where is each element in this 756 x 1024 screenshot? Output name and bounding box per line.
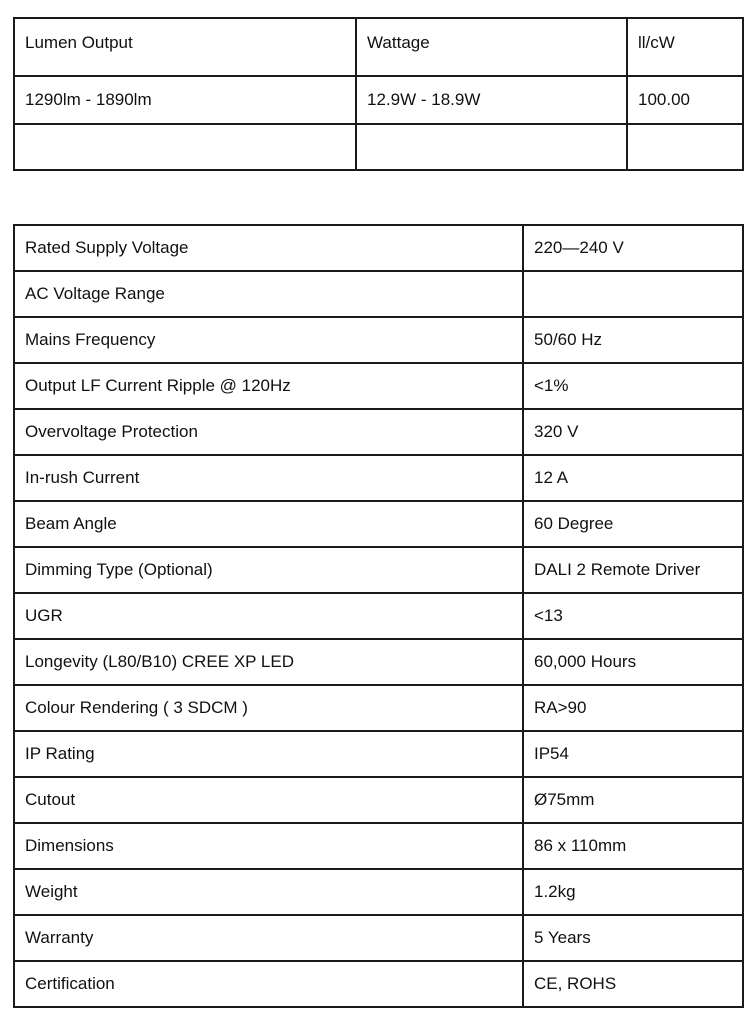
table-row <box>14 363 743 409</box>
table-row <box>14 685 743 731</box>
spec-value: 220—240 V <box>523 225 743 271</box>
spec-value: 1.2kg <box>523 869 743 915</box>
header-wattage: Wattage <box>356 18 627 76</box>
spec-label: IP Rating <box>14 731 523 777</box>
performance-table <box>13 17 744 171</box>
spec-label: Beam Angle <box>14 501 523 547</box>
spec-label: Weight <box>14 869 523 915</box>
empty-cell <box>14 124 356 170</box>
table-row <box>14 869 743 915</box>
spec-label: Overvoltage Protection <box>14 409 523 455</box>
spec-value: Ø75mm <box>523 777 743 823</box>
table-row <box>14 777 743 823</box>
spec-label: Output LF Current Ripple @ 120Hz <box>14 363 523 409</box>
spec-value: RA>90 <box>523 685 743 731</box>
empty-cell <box>356 124 627 170</box>
spec-value: 50/60 Hz <box>523 317 743 363</box>
spec-label: UGR <box>14 593 523 639</box>
table-row <box>14 639 743 685</box>
spec-value: 60 Degree <box>523 501 743 547</box>
table-row <box>14 501 743 547</box>
spec-value <box>523 271 743 317</box>
table-row <box>14 823 743 869</box>
table-header-row <box>14 18 743 76</box>
table-row <box>14 961 743 1007</box>
spec-value: 86 x 110mm <box>523 823 743 869</box>
spec-label: Cutout <box>14 777 523 823</box>
table-row <box>14 76 743 124</box>
empty-row <box>14 124 743 170</box>
table-row <box>14 455 743 501</box>
spec-label: Warranty <box>14 915 523 961</box>
header-lumen-output: Lumen Output <box>14 18 356 76</box>
spec-value: DALI 2 Remote Driver <box>523 547 743 593</box>
table-row <box>14 547 743 593</box>
value-wattage: 12.9W - 18.9W <box>356 76 627 124</box>
spec-value: 320 V <box>523 409 743 455</box>
spec-value: <1% <box>523 363 743 409</box>
spec-label: In-rush Current <box>14 455 523 501</box>
spec-value: 60,000 Hours <box>523 639 743 685</box>
spec-label: Longevity (L80/B10) CREE XP LED <box>14 639 523 685</box>
table-row <box>14 225 743 271</box>
table-row <box>14 317 743 363</box>
value-lumen-output: 1290lm - 1890lm <box>14 76 356 124</box>
table-row <box>14 915 743 961</box>
spec-value: 5 Years <box>523 915 743 961</box>
specification-rows <box>14 225 743 1007</box>
spec-label: Certification <box>14 961 523 1007</box>
spec-value: <13 <box>523 593 743 639</box>
spec-value: IP54 <box>523 731 743 777</box>
spec-value: CE, ROHS <box>523 961 743 1007</box>
specification-table <box>13 224 744 1008</box>
spec-label: AC Voltage Range <box>14 271 523 317</box>
spec-label: Colour Rendering ( 3 SDCM ) <box>14 685 523 731</box>
empty-cell <box>627 124 743 170</box>
table-row <box>14 271 743 317</box>
spec-label: Dimensions <box>14 823 523 869</box>
table-row <box>14 731 743 777</box>
table-row <box>14 593 743 639</box>
spec-label: Dimming Type (Optional) <box>14 547 523 593</box>
header-efficacy: ll/cW <box>627 18 743 76</box>
spec-value: 12 A <box>523 455 743 501</box>
spec-label: Mains Frequency <box>14 317 523 363</box>
spec-label: Rated Supply Voltage <box>14 225 523 271</box>
table-row <box>14 409 743 455</box>
value-efficacy: 100.00 <box>627 76 743 124</box>
